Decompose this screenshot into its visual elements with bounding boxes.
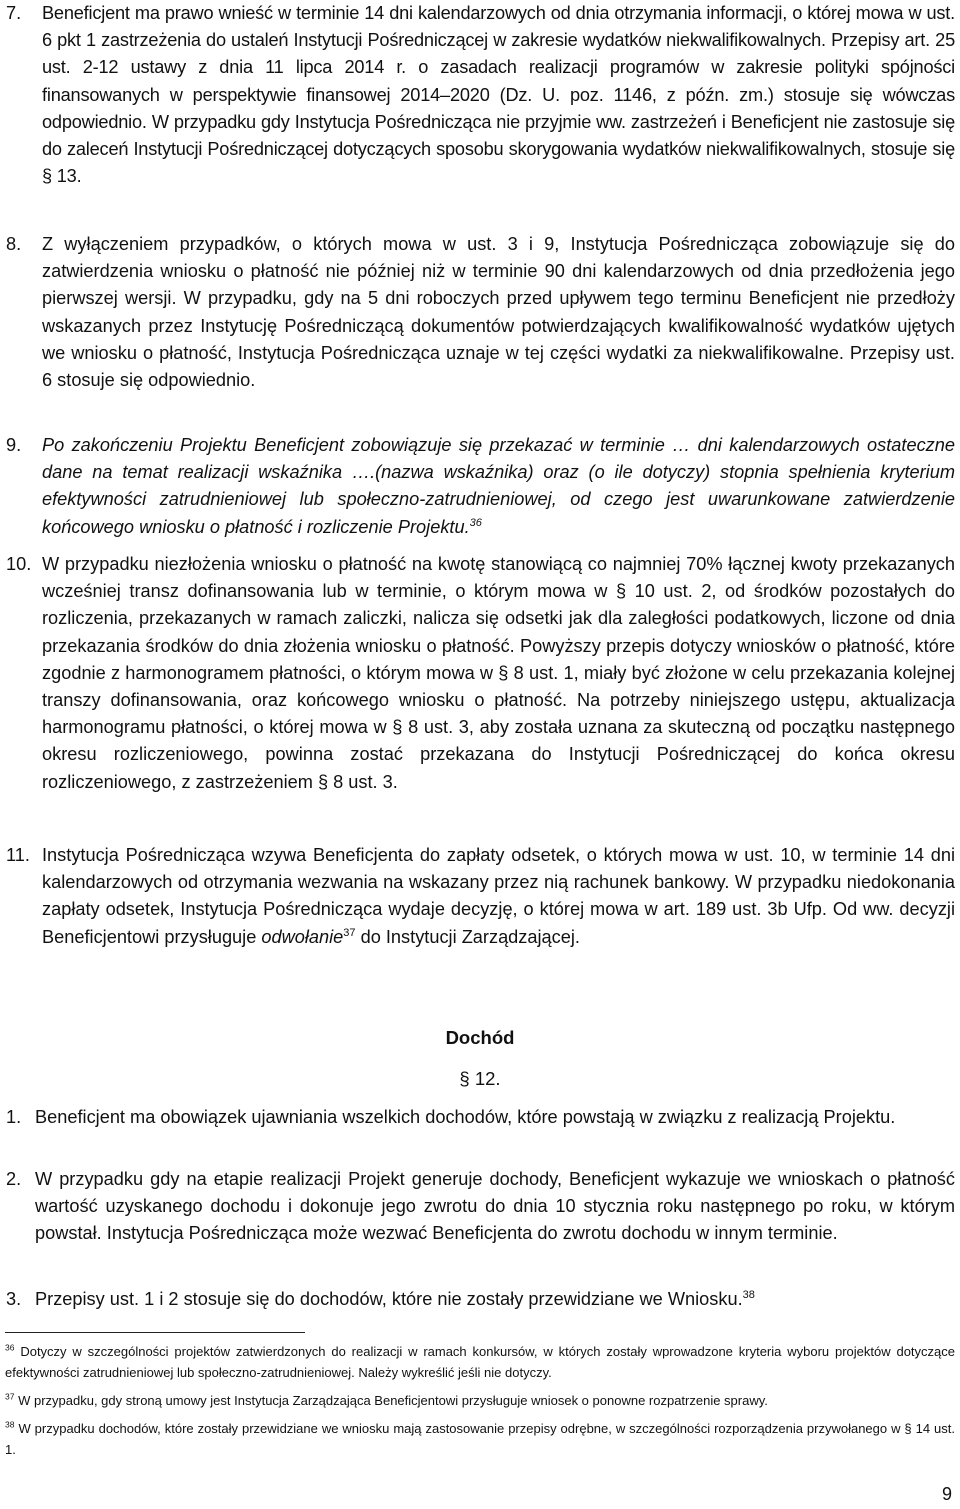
- footnote-text: W przypadku dochodów, które zostały przewidziane we wniosku mają zastosowanie przepisy odrębne, w szczególności rozporządzenia przywołanego w § 14 ust. 1.: [5, 1421, 955, 1457]
- list-item-7: [0, 0, 960, 190]
- footnote-number: 38: [5, 1419, 15, 1430]
- list-item-text-content: Po zakończeniu Projektu Beneficjent zobowiązuje się przekazać w terminie … dni kalendarzowych ostateczne dane na temat realizacji wskaźnika ….(nazwa wskaźnika) oraz (o ile dotyczy) stopnia spełnienia kryterium efektywności zatrudnieniowej lub społeczno-zatrudnieniowej, od czego jest uwarunkowane zatwierdzenie końcowego wniosku o płatność i rozliczenie Projektu.: [42, 435, 955, 537]
- list-item-number: 8.: [6, 234, 22, 254]
- list-item-number: 11.: [6, 845, 30, 865]
- list-item-text-b: do Instytucji Zarządzającej.: [355, 926, 580, 947]
- footnote-number: 36: [5, 1342, 15, 1353]
- section-item-1: [0, 1104, 960, 1131]
- list-item-number: 2.: [6, 1169, 22, 1189]
- section-item-3: [0, 1286, 960, 1313]
- list-item-number: 10.: [6, 554, 32, 574]
- list-item-number: 9.: [6, 435, 22, 455]
- page-number: 9: [941, 1484, 952, 1504]
- list-item-text: W przypadku gdy na etapie realizacji Projekt generuje dochody, Beneficjent wykazuje we wnioskach o płatność wartość uzyskanego dochodu i dokonuje jego zwrotu do dnia 10 stycznia roku następnego po roku, w którym powstał. Instytucja Pośrednicząca może wezwać Beneficjenta do zwrotu dochodu w innym terminie.: [35, 1169, 955, 1244]
- list-item-text-italic: odwołanie: [261, 926, 344, 947]
- footnote-number: 37: [5, 1391, 15, 1402]
- footnote-ref-38[interactable]: 38: [742, 1288, 755, 1301]
- list-item-number: 3.: [6, 1289, 22, 1309]
- footnote-ref-37[interactable]: 37: [343, 926, 356, 939]
- footnote-36: [5, 1341, 955, 1383]
- paragraph-number: § 12.: [459, 1068, 501, 1089]
- list-item-10: [0, 551, 960, 796]
- list-item-text: Beneficjent ma prawo wnieść w terminie 14 dni kalendarzowych od dnia otrzymania informacji, o której mowa w ust. 6 pkt 1 zastrzeżenia do ustaleń Instytucji Pośredniczącej w zakresie wydatków niekwalifikowalnych. Przepisy art. 25 ust. 2-12 ustawy z dnia 11 lipca 2014 r. o zasadach realizacji programów w zakresie polityki spójności finansowanych w perspektywie finansowej 2014–2020 (Dz. U. poz. 1146, z późn. zm.) stosuje się wówczas odpowiednio. W przypadku gdy Instytucja Pośrednicząca nie przyjmie ww. zastrzeżeń i Beneficjent nie zastosuje się do zaleceń Instytucji Pośredniczącej dotyczących sposobu skorygowania wydatków niekwalifikowalnych, stosuje się § 13.: [42, 3, 955, 187]
- list-item-8: [0, 231, 960, 394]
- footnote-divider: [5, 1332, 305, 1333]
- list-item-9: [0, 432, 960, 541]
- list-item-text-a: Instytucja Pośrednicząca wzywa Beneficjenta do zapłaty odsetek, o których mowa w ust. 10, w terminie 14 dni kalendarzowych od otrzymania wezwania na wskazany przez nią rachunek bankowy. W przypadku niedokonania zapłaty odsetek, Instytucja Pośrednicząca wydaje decyzję, o której mowa w art. 189 ust. 3b Ufp. Od ww. decyzji Beneficjentowi przysługuje: [42, 845, 955, 947]
- list-item-text: Z wyłączeniem przypadków, o których mowa w ust. 3 i 9, Instytucja Pośrednicząca zobowiązuje się do zatwierdzenia wniosku o płatność nie później niż w terminie 90 dni kalendarzowych od dnia przedłożenia jego pierwszej wersji. W przypadku, gdy na 5 dni roboczych przed upływem tego terminu Beneficjent nie przedłoży wskazanych przez Instytucję Pośredniczącą dokumentów potwierdzających kwalifikowalność wydatków ujętych we wniosku o płatność, Instytucja Pośrednicząca uznaje w tej części wydatki za niekwalifikowalne. Przepisy ust. 6 stosuje się odpowiednio.: [42, 234, 955, 391]
- list-item-text: [42, 432, 955, 541]
- footnote-ref-36[interactable]: 36: [469, 516, 482, 529]
- list-item-11: [0, 842, 960, 951]
- list-item-text: W przypadku niezłożenia wniosku o płatność na kwotę stanowiącą co najmniej 70% łącznej kwoty przekazanych wcześniej transz dofinansowania lub w terminie, o którym mowa w § 10 ust. 2, od środków pozostałych do rozliczenia, przekazanych w ramach zaliczki, nalicza się odsetki jak dla zaległości podatkowych, liczone od dnia przekazania środków do dnia złożenia wniosku o płatność. Powyższy przepis dotyczy wniosków o płatność, które zgodnie z harmonogramem płatności, o którym mowa w § 8 ust. 1, miały być złożone w celu przekazania kolejnej transzy dofinansowania, oraz końcowego wniosku o płatność. Na potrzeby niniejszego ustępu, aktualizacja harmonogramu płatności, o której mowa w § 8 ust. 3, aby została uznana za skuteczną od początku następnego okresu rozliczeniowego, powinna zostać przekazana do Instytucji Pośredniczącej do końca okresu rozliczeniowego, z zastrzeżeniem § 8 ust. 3.: [42, 554, 955, 792]
- section-item-2: [0, 1166, 960, 1248]
- footnote-37: [5, 1390, 955, 1411]
- footnote-text: W przypadku, gdy stroną umowy jest Instytucja Zarządzająca Beneficjentowi przysługuje wniosek o ponowne rozpatrzenie sprawy.: [18, 1393, 768, 1408]
- list-item-text: Beneficjent ma obowiązek ujawniania wszelkich dochodów, które powstają w związku z realizacją Projektu.: [35, 1107, 896, 1127]
- footnote-38: [5, 1418, 955, 1460]
- list-item-number: 1.: [6, 1107, 22, 1127]
- section-heading: Dochód: [445, 1027, 515, 1048]
- list-item-number: 7.: [6, 3, 22, 23]
- list-item-text: [42, 842, 955, 951]
- list-item-text-content: Przepisy ust. 1 i 2 stosuje się do dochodów, które nie zostały przewidziane we Wniosku.: [35, 1289, 743, 1309]
- footnote-text: Dotyczy w szczególności projektów zatwierdzonych do realizacji w ramach konkursów, w których zostały wprowadzone kryteria wyboru projektów dotyczące efektywności zatrudnieniowej lub społeczno-zatrudnieniowej. Należy wykreślić jeśli nie dotyczy.: [5, 1344, 955, 1380]
- list-item-text: [35, 1286, 955, 1313]
